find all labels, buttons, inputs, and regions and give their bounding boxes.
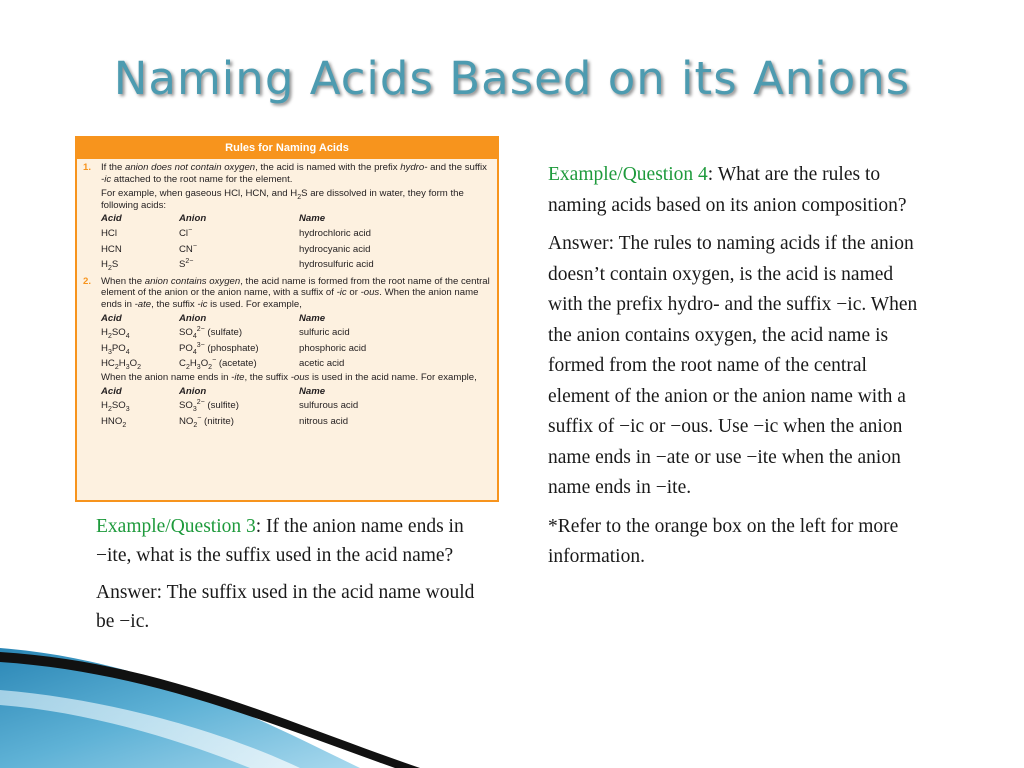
table-row: $H_2SO_4$ $SO_4^{2-}$ (sulfate) sulfuric acid (101, 325, 350, 341)
refer-note: *Refer to the orange box on the left for more information. (548, 515, 899, 567)
table-row: HCl Cl− hydrochloric acid (101, 226, 371, 239)
question-3-text: : If the anion name ends in −ite, what is the suffix used in the acid name? (96, 516, 464, 566)
table-row: $H_2SO_3$ $SO_3^{2-}$ (sulfite) sulfurous acid (101, 398, 359, 413)
answer-4: Answer: The rules to naming acids if the anion doesn’t contain oxygen, is the acid is named with the prefix hydro- and the suffix −ic. When the anion contains oxygen, the acid name is formed from the root name of the central element of the anion or the anion name with a suffix of −ic or −ous. Use −ic when the anion name ends in −ate or use −ite when the anion name ends in −ite. (548, 233, 918, 498)
rule-2-ite-text: When the anion name ends in -ite, the suffix -ous is used in the acid name. For example, (101, 371, 477, 383)
rule-2-number: 2. (83, 275, 92, 287)
table-row: HCN CN− hydrocyanic acid (101, 242, 371, 255)
rules-box-header: Rules for Naming Acids (77, 138, 497, 159)
table-row: $H_3PO_4$ $PO_4^{3-}$ (phosphate) phosphoric acid (101, 341, 367, 356)
slide-title: Naming Acids Based on its Anions (113, 52, 911, 105)
table-header-row: Acid Anion Name (101, 312, 326, 324)
question-4-text: : What are the rules to naming acids based on its anion composition? (548, 164, 907, 216)
rule-1-text: If the anion does not contain oxygen, the acid is named with the prefix hydro- and the suffix -ic attached to the root name for the element. (101, 162, 487, 185)
table-row: $HC_2H_3O_2$ $C_2H_3O_2^-$ (acetate) acetic acid (101, 357, 345, 372)
question-3-label: Example/Question 3 (96, 516, 256, 537)
table-row: $H_2S$ $S^{2-}$ hydrosulfuric acid (101, 257, 374, 273)
rule-1-number: 1. (83, 162, 92, 173)
answer-3: Answer: The suffix used in the acid name would be −ic. (96, 582, 475, 632)
table-header-row: Acid Anion Name (101, 213, 326, 225)
rule-2-text: When the anion contains oxygen, the acid name is formed from the root name of the central element of the anion or the anion name, with a suffix of -ic or -ous. When the anion name ends in -ate, the suffix -ic is used. For example, (101, 275, 490, 310)
table-row: $HNO_2$ $NO_2^-$ (nitrite) nitrous acid (101, 414, 349, 429)
question-4-label: Example/Question 4 (548, 164, 708, 185)
table-header-row: Acid Anion Name (101, 385, 326, 397)
rule-1-example-text: For example, when gaseous HCl, HCN, and $H_2S$ are dissolved in water, they form the following acids: (101, 188, 464, 211)
